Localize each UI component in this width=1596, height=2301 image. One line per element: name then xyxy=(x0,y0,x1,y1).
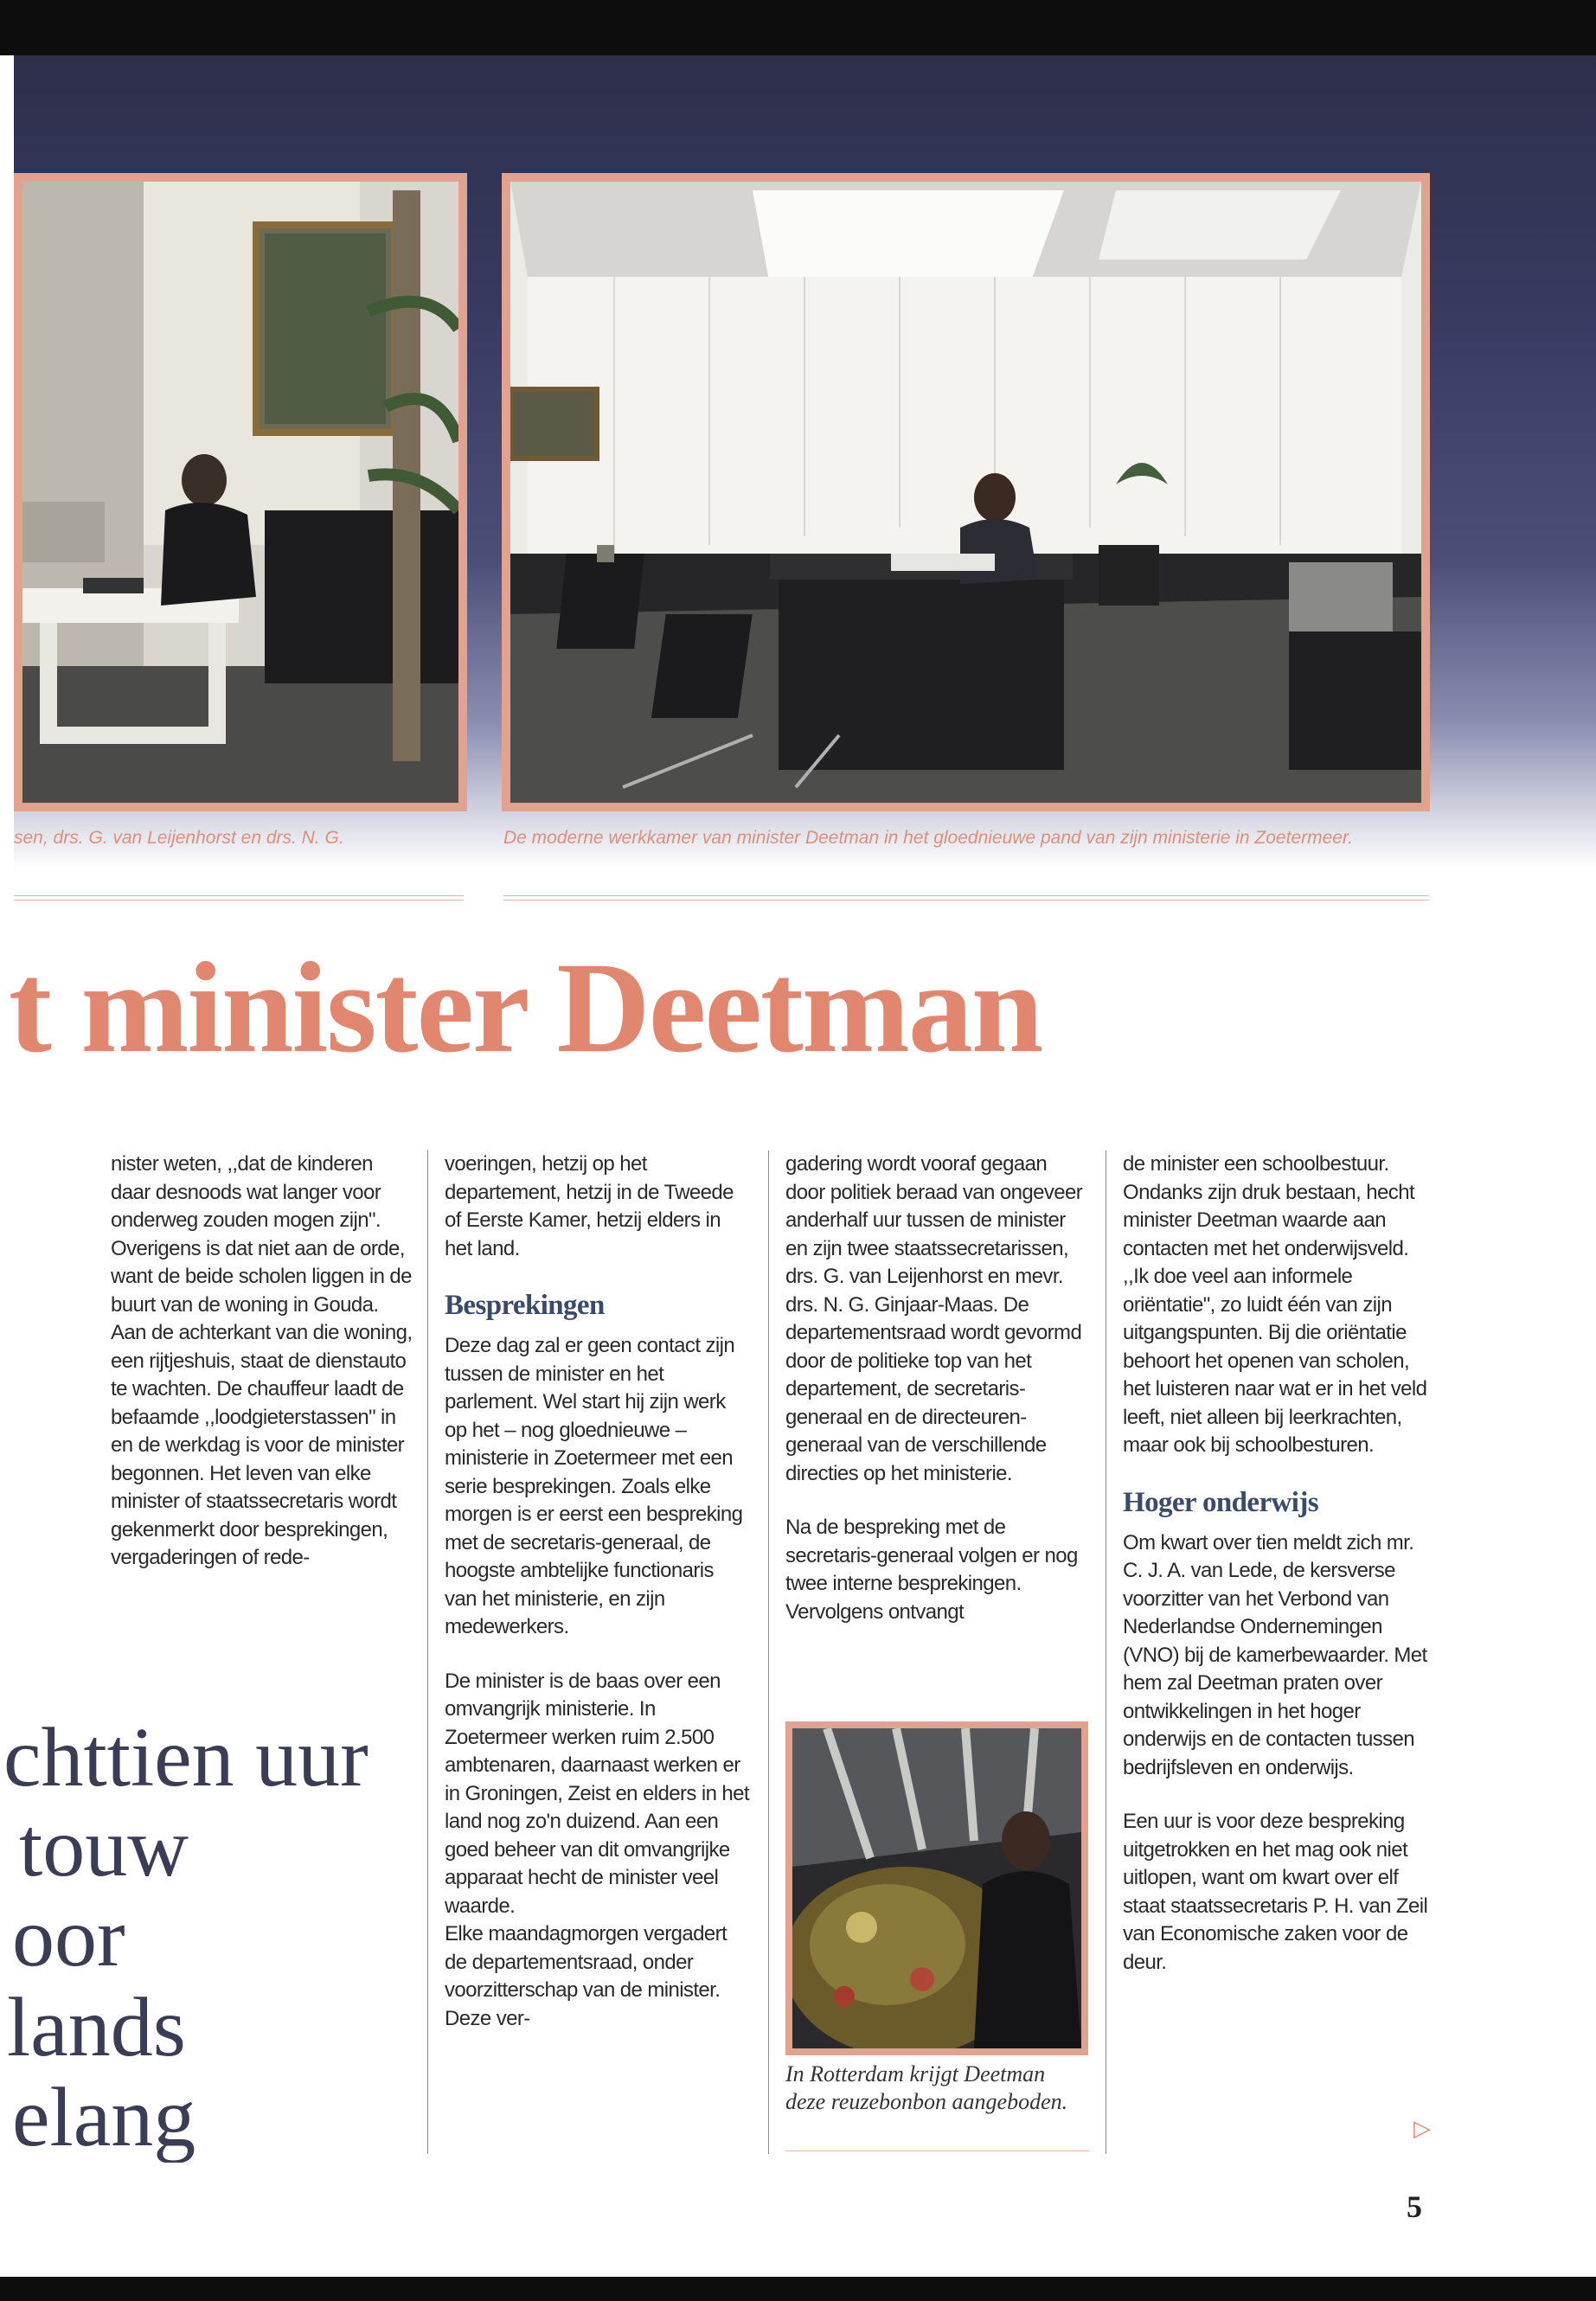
col4-paragraph-2: Om kwart over tien meldt zich mr. C. J. A. van Lede, de kersverse voorzitter van het Verbond van Nederlandse Ondernemingen (VNO) bij de kamerbewaarder. Met hem zal Deetman praten over ontwikkelingen in het hoger onderwijs en de contacten tussen bedrijfsleven en onderwijs. xyxy=(1123,1530,1427,1779)
right-photo-image xyxy=(510,182,1421,803)
col3-paragraph-2: Na de bespreking met de secretaris-generaal volgen er nog twee interne besprekingen. Vervolgens ontvangt xyxy=(785,1516,1078,1624)
column-1 xyxy=(111,1150,415,1573)
col1-text: nister weten, ,,dat de kinderen daar desnoods wat langer voor onderweg zouden mogen zijn". Overigens is dat niet aan de orde, want de beide scholen liggen in de buurt van de woning in Gouda. Aan de achterkant van die woning, een rijtjeshuis, staat de dienstauto te wachten. De chauffeur laadt de befaamde ,,loodgieterstassen" in en de werkdag is voor de minister begonnen. Het leven van elke minister of staatssecretaris wordt gekenmerkt door besprekingen, vergaderingen of rede- xyxy=(111,1152,413,1569)
col2-paragraph-3: Elke maandagmorgen vergadert de departementsraad, onder voorzitterschap van de minister. Deze ver- xyxy=(445,1922,727,2030)
pull-quote-line-5: elang xyxy=(12,2071,196,2163)
column-divider-1 xyxy=(427,1150,428,2154)
column-4 xyxy=(1123,1150,1434,1977)
continue-arrow-icon: ▷ xyxy=(1413,2116,1431,2142)
left-photo-caption: sen, drs. G. van Leijenhorst en drs. N. G. xyxy=(14,828,344,848)
inset-caption-rule xyxy=(785,2150,1090,2151)
column-divider-2 xyxy=(768,1150,769,2154)
inset-photo xyxy=(785,1721,1088,2055)
bottom-black-bar xyxy=(0,2277,1596,2301)
rule-right xyxy=(503,895,1429,901)
right-photo xyxy=(502,173,1430,811)
col4-heading: Hoger onderwijs xyxy=(1123,1486,1318,1518)
pull-quote-line-1: chttien uur xyxy=(3,1713,369,1804)
column-3 xyxy=(785,1150,1090,1626)
inset-photo-caption: In Rotterdam krijgt Deetman deze reuzebonbon aangeboden. xyxy=(785,2061,1068,2114)
right-photo-caption: De moderne werkkamer van minister Deetman in het gloednieuwe pand van zijn ministerie in Zoetermeer. xyxy=(503,828,1354,848)
inset-photo-image xyxy=(792,1728,1081,2048)
rule-left xyxy=(14,895,464,901)
pull-quote xyxy=(0,1713,415,2163)
col2-intro: voeringen, hetzij op het departement, hetzij in de Tweede of Eerste Kamer, hetzij elders in het land. xyxy=(445,1152,734,1260)
col2-paragraph-1: Deze dag zal er geen contact zijn tussen de minister en het parlement. Wel start hij zijn werk op het – nog gloednieuwe – ministerie in Zoetermeer met een serie besprekingen. Zoals elke morgen is er eerst een bespreking met de secretaris-generaal, de hoogste ambtelijke functionaris van het ministerie, en zijn medewerkers. xyxy=(445,1334,743,1638)
left-photo xyxy=(14,173,467,811)
col2-heading: Besprekingen xyxy=(445,1290,605,1321)
column-2 xyxy=(445,1150,749,2033)
col3-paragraph-1: gadering wordt vooraf gegaan door politiek beraad van ongeveer anderhalf uur tussen de minister en zijn twee staatssecretarissen, drs. G. van Leijenhorst en mevr. drs. N. G. Ginjaar-Maas. De departementsraad wordt gevormd door de politieke top van het departement, de secretaris-generaal en de directeuren-generaal van de verschillende directies op het ministerie. xyxy=(785,1152,1083,1485)
col4-paragraph-3: Een uur is voor deze bespreking uitgetrokken en het mag ook niet uitlopen, want om kwart over elf staat staatssecretaris P. H. van Zeil van Economische zaken voor de deur. xyxy=(1123,1810,1428,1974)
col2-paragraph-2: De minister is de baas over een omvangrijk ministerie. In Zoetermeer werken ruim 2.500 ambtenaren, daarnaast werken er in Groningen, Zeist en elders in het land nog zo'n duizend. Aan een goed beheer van dit omvangrijke apparaat hecht de minister veel waarde. xyxy=(445,1669,749,1918)
pull-quote-line-3: oor xyxy=(12,1891,125,1984)
headline: t minister Deetman xyxy=(9,936,1042,1080)
page-number: 5 xyxy=(1407,2189,1422,2224)
col4-paragraph-1: de minister een schoolbestuur. Ondanks zijn druk bestaan, hecht minister Deetman waarde aan contacten met het onderwijsveld. ,,Ik doe veel aan informele oriëntatie", zo luidt één van zijn uitgangspunten. Bij die oriëntatie behoort het openen van scholen, het luisteren naar wat er in het veld leeft, niet alleen bij leerkrachten, maar ook bij schoolbesturen. xyxy=(1123,1152,1427,1457)
pull-quote-line-4: lands xyxy=(7,1981,186,2074)
top-black-bar xyxy=(0,0,1596,55)
left-photo-image xyxy=(22,182,458,803)
pull-quote-line-2: touw xyxy=(19,1801,189,1894)
